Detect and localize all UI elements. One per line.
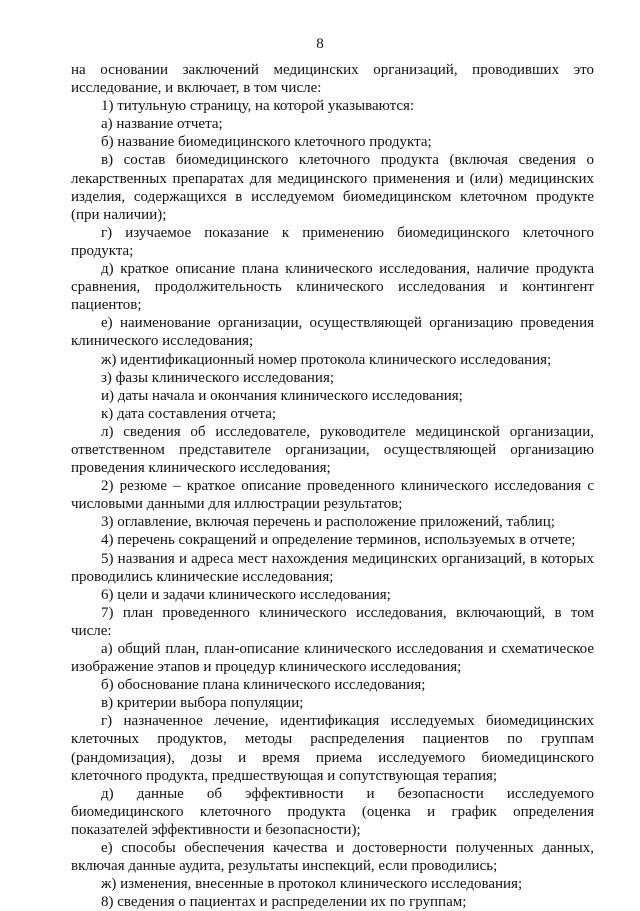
text-line: в) состав биомедицинского клеточного продукта (включая сведения о bbox=[101, 152, 594, 169]
text-line: и) даты начала и окончания клинического исследования; bbox=[101, 387, 463, 404]
text-line: биомедицинского клеточного продукта (оценка и график определения bbox=[71, 803, 594, 820]
text-line: г) назначенное лечение, идентификация исследуемых биомедицинских bbox=[101, 713, 594, 730]
text-line: продукта; bbox=[71, 242, 134, 259]
text-line: е) наименование организации, осуществляющей организацию проведения bbox=[101, 315, 594, 332]
text-line: з) фазы клинического исследования; bbox=[101, 369, 335, 386]
text-line: лекарственных препаратах для медицинского применения и (или) медицинских bbox=[71, 170, 594, 187]
text-line: ж) изменения, внесенные в протокол клинического исследования; bbox=[101, 876, 523, 893]
page-number: 8 bbox=[316, 36, 324, 52]
text-line: 6) цели и задачи клинического исследования; bbox=[101, 586, 391, 603]
text-line: е) способы обеспечения качества и достоверности полученных данных, bbox=[101, 840, 594, 857]
text-line: проводились клинические исследования; bbox=[71, 568, 334, 585]
text-line: (при наличии); bbox=[71, 206, 167, 223]
text-line: 4) перечень сокращений и определение терминов, используемых в отчете; bbox=[101, 532, 576, 549]
text-line: 2) резюме – краткое описание проведенного клинического исследования с bbox=[101, 478, 594, 495]
text-line: сравнения, продолжительность клинического исследования и контингент bbox=[71, 279, 594, 296]
text-line: г) изучаемое показание к применению биомедицинского клеточного bbox=[101, 224, 594, 241]
document-body bbox=[71, 61, 594, 911]
text-line: показателей эффективности и безопасности); bbox=[71, 821, 361, 838]
text-line: клеточного продукта, предшествующая и сопутствующая терапия; bbox=[71, 767, 498, 784]
text-line: д) данные об эффективности и безопасности исследуемого bbox=[101, 785, 594, 802]
text-line: б) название биомедицинского клеточного продукта; bbox=[101, 134, 432, 151]
text-line: изделия, содержащихся в исследуемом биомедицинском клеточном продукте bbox=[71, 188, 594, 205]
text-line: 1) титульную страницу, на которой указываются: bbox=[101, 98, 415, 115]
text-line: (рандомизация), дозы и время приема исследуемого биомедицинского bbox=[71, 749, 594, 766]
text-line: проведения клинического исследования; bbox=[71, 460, 331, 477]
text-line: числовыми данными для иллюстрации результатов; bbox=[71, 496, 403, 513]
text-line: а) название отчета; bbox=[101, 116, 223, 133]
text-line: б) обоснование плана клинического исследования; bbox=[101, 677, 426, 694]
text-line: клеточных продуктов, методы распределения пациентов по группам bbox=[71, 731, 594, 748]
text-line: изображение этапов и процедур клинического исследования; bbox=[71, 659, 462, 676]
text-line: а) общий план, план-описание клинического исследования и схематическое bbox=[101, 641, 594, 657]
text-line: 5) названия и адреса мест нахождения медицинских организаций, в которых bbox=[101, 550, 594, 567]
text-line: л) сведения об исследователе, руководителе медицинской организации, bbox=[101, 423, 594, 440]
text-line: исследование, и включает, в том числе: bbox=[71, 80, 322, 97]
text-line: д) краткое описание плана клинического исследования, наличие продукта bbox=[101, 261, 594, 278]
text-line: на основании заключений медицинских организаций, проводивших это bbox=[71, 62, 594, 78]
text-line: числе: bbox=[71, 622, 112, 639]
text-line: ответственном представителе организации, осуществляющей организацию bbox=[71, 441, 594, 458]
text-line: пациентов; bbox=[71, 297, 142, 314]
text-line: 3) оглавление, включая перечень и расположение приложений, таблиц; bbox=[101, 514, 555, 531]
text-line: ж) идентификационный номер протокола клинического исследования; bbox=[101, 351, 552, 368]
text-line: к) дата составления отчета; bbox=[101, 405, 277, 422]
text-line: клинического исследования; bbox=[71, 333, 254, 350]
text-line: включая данные аудита, результаты инспекций, если проводились; bbox=[71, 858, 498, 875]
text-line: 8) сведения о пациентах и распределении их по группам; bbox=[101, 894, 467, 911]
text-line: в) критерии выбора популяции; bbox=[101, 695, 304, 712]
text-line: 7) план проведенного клинического исследования, включающий, в том bbox=[101, 604, 594, 621]
